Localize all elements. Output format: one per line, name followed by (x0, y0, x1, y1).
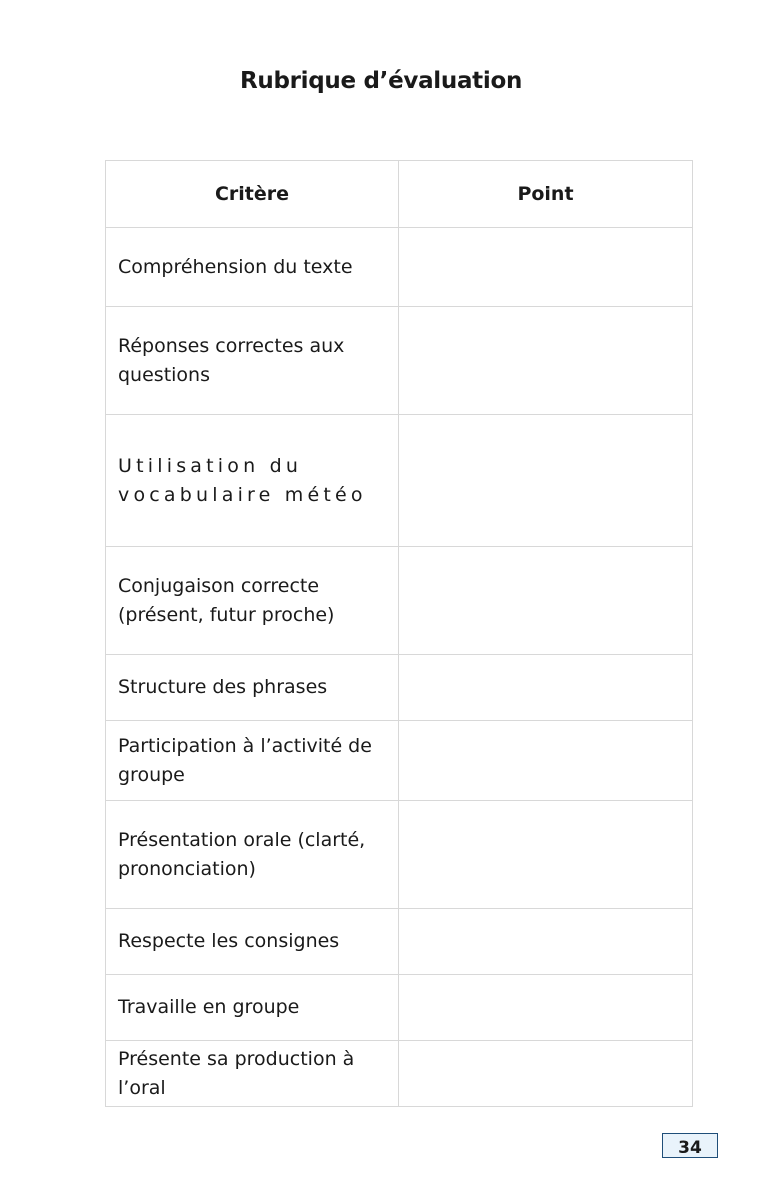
criterion-cell: Participation à l’activité de groupe (106, 721, 399, 801)
criterion-cell: Structure des phrases (106, 655, 399, 721)
point-cell[interactable] (399, 975, 693, 1041)
criterion-cell: Présente sa production à l’oral (106, 1041, 399, 1107)
table-row (106, 975, 693, 1041)
page-number-badge: 34 (662, 1133, 718, 1158)
table-row (106, 1041, 693, 1107)
table-header-row (106, 161, 693, 228)
point-cell[interactable] (399, 801, 693, 909)
point-cell[interactable] (399, 721, 693, 801)
header-criterion: Critère (106, 161, 399, 228)
header-point: Point (399, 161, 693, 228)
point-cell[interactable] (399, 228, 693, 307)
table-row (106, 655, 693, 721)
criterion-cell: Compréhension du texte (106, 228, 399, 307)
page-title: Rubrique d’évaluation (239, 68, 523, 94)
point-cell[interactable] (399, 909, 693, 975)
criterion-cell: Réponses correctes aux questions (106, 307, 399, 415)
point-cell[interactable] (399, 1041, 693, 1107)
table-row (106, 801, 693, 909)
table-row (106, 547, 693, 655)
table-row (106, 721, 693, 801)
table-row (106, 307, 693, 415)
point-cell[interactable] (399, 307, 693, 415)
table-row (106, 228, 693, 307)
point-cell[interactable] (399, 655, 693, 721)
point-cell[interactable] (399, 547, 693, 655)
criterion-cell: Conjugaison correcte (présent, futur proche) (106, 547, 399, 655)
criterion-cell: Respecte les consignes (106, 909, 399, 975)
criterion-cell: Travaille en groupe (106, 975, 399, 1041)
point-cell[interactable] (399, 415, 693, 547)
rubric-table (105, 160, 693, 1107)
table-row (106, 415, 693, 547)
criterion-cell: Présentation orale (clarté, prononciation) (106, 801, 399, 909)
table-row (106, 909, 693, 975)
criterion-cell: Utilisation du vocabulaire météo (106, 415, 399, 547)
